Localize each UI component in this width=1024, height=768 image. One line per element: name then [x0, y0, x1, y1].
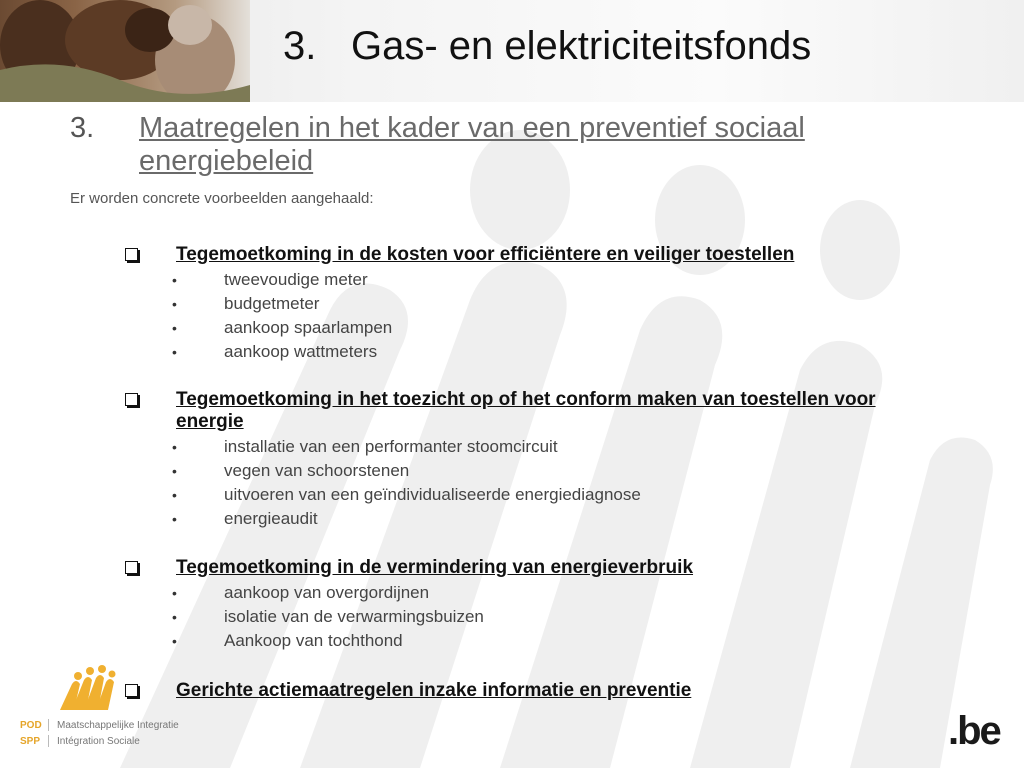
checkbox-bullet-icon [125, 684, 138, 697]
subheading-number: 3. [70, 112, 95, 144]
header-band [0, 0, 1024, 102]
section-supervision [120, 389, 920, 531]
footer-organization [20, 718, 179, 750]
section-costs [120, 244, 920, 364]
section-heading-label: Tegemoetkoming in de kosten voor efficiëntere en veiliger toestellen [176, 244, 795, 265]
list-item: • aankoop van overgordijnen [120, 581, 920, 605]
divider [48, 719, 49, 731]
org-name-fr: Intégration Sociale [57, 736, 140, 747]
intro-text: Er worden concrete voorbeelden aangehaald: [70, 190, 374, 207]
section-actions [120, 680, 920, 702]
subheading [70, 112, 950, 178]
list-item: • energieaudit [120, 507, 920, 531]
section-heading-label: Tegemoetkoming in de vermindering van energieverbruik [176, 557, 694, 578]
slide-title-text: Gas- en elektriciteitsfonds [351, 24, 812, 68]
pod-label: POD [20, 720, 42, 731]
section-heading [120, 557, 920, 579]
section-heading-label: Tegemoetkoming in het toezicht op of het conform maken van toestellen voor energie [176, 389, 876, 432]
bullet-list [120, 581, 920, 653]
bullet-list [120, 268, 920, 364]
header-photo [0, 0, 250, 102]
checkbox-bullet-icon [125, 561, 138, 574]
section-reduction [120, 557, 920, 653]
checkbox-bullet-icon [125, 393, 138, 406]
spp-label: SPP [20, 736, 41, 747]
section-heading [120, 244, 920, 266]
bullet-list [120, 435, 920, 531]
checkbox-bullet-icon [125, 248, 138, 261]
list-item: • tweevoudige meter [120, 268, 920, 292]
list-item: • installatie van een performanter stoomcircuit [120, 435, 920, 459]
pod-logo-icon [58, 662, 120, 712]
list-item: • budgetmeter [120, 292, 920, 316]
slide-title-number: 3. [283, 24, 317, 68]
section-heading [120, 680, 920, 702]
divider [48, 735, 49, 747]
list-item: • vegen van schoorstenen [120, 459, 920, 483]
list-item: • Aankoop van tochthond [120, 629, 920, 653]
org-name-nl: Maatschappelijke Integratie [57, 720, 179, 731]
slide-title [283, 24, 811, 69]
list-item: • isolatie van de verwarmingsbuizen [120, 605, 920, 629]
section-heading [120, 389, 920, 433]
be-logo: .be [948, 709, 1000, 753]
list-item: • uitvoeren van een geïndividualiseerde energiediagnose [120, 483, 920, 507]
subheading-link[interactable]: Maatregelen in het kader van een preventief sociaal energiebeleid [139, 112, 805, 177]
section-heading-label: Gerichte actiemaatregelen inzake informatie en preventie [176, 680, 692, 701]
list-item: • aankoop wattmeters [120, 340, 920, 364]
list-item: • aankoop spaarlampen [120, 316, 920, 340]
